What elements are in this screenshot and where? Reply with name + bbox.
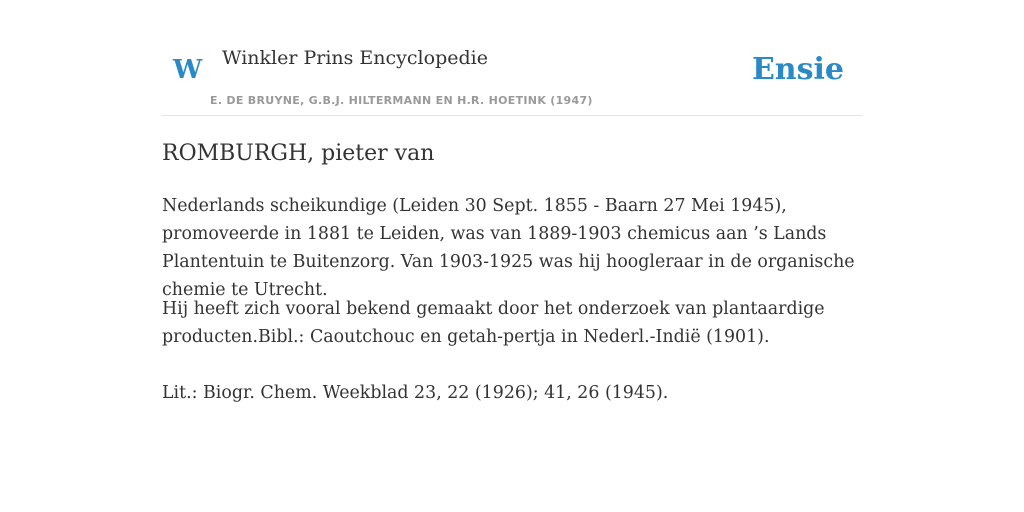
publication-title[interactable]: Winkler Prins Encyclopedie (222, 47, 488, 69)
entry-paragraph: Nederlands scheikundige (Leiden 30 Sept. 1855 - Baarn 27 Mei 1945), promoveerde in 1881 te Leiden, was van 1889-1903 chemicus aan ’s Lands Plantentuin te Buitenzorg. Van 1903-1925 was hij hoogleraar in de organische chemie te Utrecht. (162, 196, 855, 300)
publication-logo-icon[interactable]: W (173, 55, 203, 85)
publication-authors: E. DE BRUYNE, G.B.J. HILTERMANN EN H.R. HOETINK (1947) (210, 94, 593, 107)
entry-paragraph: Hij heeft zich vooral bekend gemaakt door het onderzoek van plantaardige producten.Bibl.: Caoutchouc en getah-pertja in Nederl.-Indië (1901). (162, 299, 825, 347)
source-header (162, 0, 862, 116)
article-container (162, 0, 862, 403)
entry-title: ROMBURGH, pieter van (162, 141, 435, 166)
entry-literature: Lit.: Biogr. Chem. Weekblad 23, 22 (1926); 41, 26 (1945). (162, 383, 669, 403)
ensie-logo-link[interactable]: Ensie (751, 52, 844, 87)
